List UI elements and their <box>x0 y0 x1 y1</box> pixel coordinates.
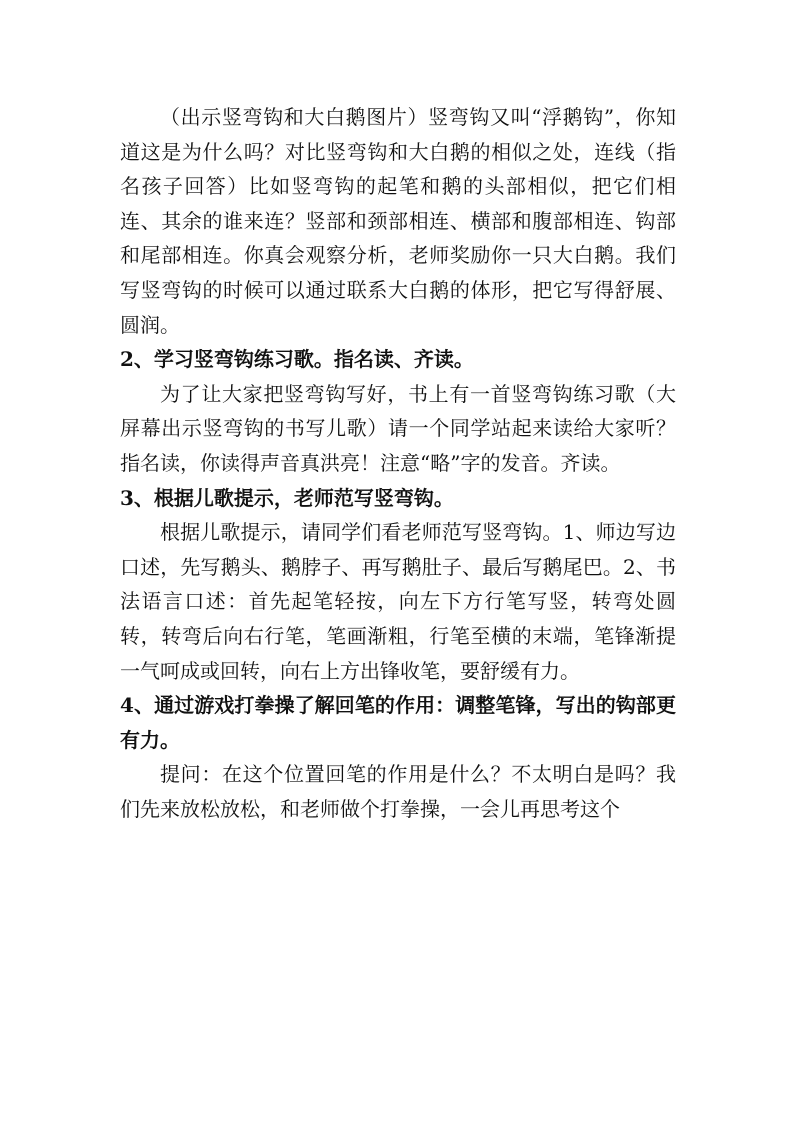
document-body <box>120 100 676 826</box>
paragraph-practice-song: 为了让大家把竖弯钩写好，书上有一首竖弯钩练习歌（大屏幕出示竖弯钩的书写儿歌）请一个同学站起来读给大家听？指名读，你读得声音真洪亮！注意“略”字的发音。齐读。 <box>120 381 676 475</box>
heading-step-3: 3、根据儿歌提示，老师范写竖弯钩。 <box>120 485 454 510</box>
paragraph-question: 提问：在这个位置回笔的作用是什么？不太明白是吗？我们先来放松放松，和老师做个打拳操，一会儿再思考这个 <box>120 762 676 821</box>
heading-step-2: 2、学习竖弯钩练习歌。指名读、齐读。 <box>120 347 474 372</box>
paragraph-teacher-demo: 根据儿歌提示，请同学们看老师范写竖弯钩。1、师边写边口述，先写鹅头、鹅脖子、再写鹅肚子、最后写鹅尾巴。2、书法语言口述：首先起笔轻按，向左下方行笔写竖，转弯处圆转，转弯后向右行笔，笔画渐粗，行笔至横的末端，笔锋渐提一气呵成或回转，向右上方出锋收笔，要舒缓有力。 <box>120 520 676 683</box>
heading-step-4: 4、通过游戏打拳操了解回笔的作用：调整笔锋，写出的钩部更有力。 <box>120 693 676 752</box>
paragraph-goose-comparison: （出示竖弯钩和大白鹅图片）竖弯钩又叫“浮鹅钩”，你知道这是为什么吗？对比竖弯钩和大白鹅的相似之处，连线（指名孩子回答）比如竖弯钩的起笔和鹅的头部相似，把它们相连、其余的谁来连？竖部和颈部相连、横部和腹部相连、钩部和尾部相连。你真会观察分析，老师奖励你一只大白鹅。我们写竖弯钩的时候可以通过联系大白鹅的体形，把它写得舒展、圆润。 <box>120 105 676 337</box>
